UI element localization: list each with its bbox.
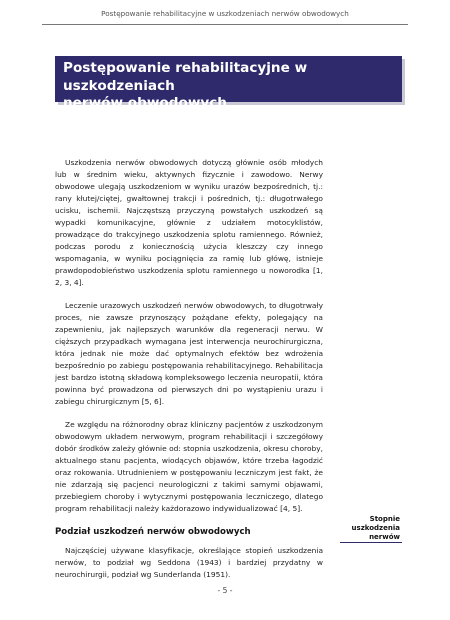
margin-note-line-1: Stopnie	[369, 515, 400, 523]
paragraph-intro: Uszkodzenia nerwów obwodowych dotyczą głównie osób młodych lub w średnim wieku, aktywnych fizycznie i zawodowo. Nerwy obwodowe ulegają uszkodzeniom w wyniku urazów bezpośrednich, tj.: rany kłutej/ciętej, gwałtownej trakcji i pośrednich, tj.: długotrwałego ucisku, ischemii. Najczęstszą przyczyną powstałych uszkodzeń są wypadki komunikacyjne, głównie z udziałem motocyklistów, prowadzące do trakcyjnego uszkodzenia splotu ramiennego. Również, podczas porodu z koniecznością użycia kleszczy czy innego wspomagania, w wyniku pociągnięcia za ramię lub główę, istnieje prawdopodobieństwo uszkodzenia splotu ramiennego u noworodka [1, 2, 3, 4].	[55, 158, 323, 288]
body-text-column	[55, 157, 323, 581]
margin-note-rule	[340, 542, 402, 543]
chapter-title-banner	[55, 56, 402, 111]
running-head: Postępowanie rehabilitacyjne w uszkodzeniach nerwów obwodowych	[101, 9, 349, 18]
chapter-title-line-1: Postępowanie rehabilitacyjne w uszkodzeniach	[63, 60, 308, 94]
margin-note-line-3: nerwów	[369, 533, 400, 541]
paragraph-classification: Najczęściej używane klasyfikacje, określające stopień uszkodzenia nerwów, to podział wg Seddona (1943) i bardziej przydatny w neurochirurgii, podział wg Sunderlanda (1951).	[55, 545, 323, 579]
paragraph-treatment: Leczenie urazowych uszkodzeń nerwów obwodowych, to długotrwały proces, nie zawsze przynoszący pożądane efekty, polegający na zapewnieniu, jak najlepszych warunków dla regeneracji nerwu. W cięższych przypadkach wymagana jest interwencja neurochirurgiczna, która jednak nie może dać optymalnych efektów bez wdrożenia bezpośrednio po zabiegu postępowania rehabilitacyjnego. Rehabilitacja jest bardzo istotną składową kompleksowego leczenia neuropatii, która powinna być prowadzona od pierwszych dni po wystąpieniu urazu i zabiegu chirurgicznym [5, 6].	[55, 300, 323, 407]
header-rule	[42, 24, 408, 25]
chapter-title-line-2: nerwów obwodowych	[63, 95, 227, 111]
margin-note-line-2: uszkodzenia	[351, 524, 400, 532]
section-heading: Podział uszkodzeń nerwów obwodowych	[55, 526, 251, 537]
page-number: - 5 -	[217, 586, 233, 595]
paragraph-clinical-picture: Ze względu na różnorodny obraz kliniczny pacjentów z uszkodzonym obwodowym układem nerwowym, program rehabilitacji i szczegółowy dobór środków zależy głównie od: stopnia uszkodzenia, okresu choroby, aktualnego stanu pacjenta, wiodących objawów, które trzeba łagodzić oraz rokowania. Utrudnieniem w postępowaniu leczniczym jest fakt, że nie zdarzają się pacjenci neurologiczni z takimi samymi objawami, przebiegiem choroby i wytycznymi postępowania leczniczego, dlatego program rehabilitacji należy każdorazowo indywidualizować [4, 5].	[55, 419, 323, 513]
margin-note	[340, 515, 400, 542]
